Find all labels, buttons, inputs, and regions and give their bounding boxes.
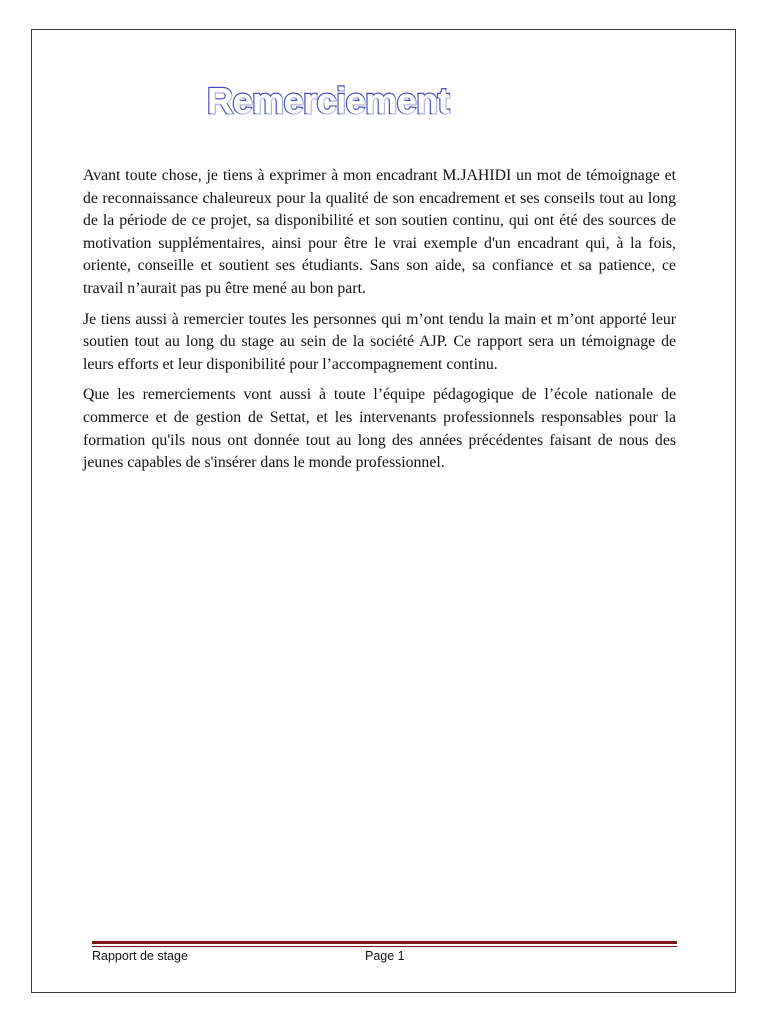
paragraph: Avant toute chose, je tiens à exprimer à mon encadrant M.JAHIDI un mot de témoignage et de reconnaissance chaleureux pour la qualité de son encadrement et ses conseils tout au long de la période de ce projet, sa disponibilité et son soutien continu, qui ont été des sources de motivation supplémentaires, ainsi pour être le vrai exemple d'un encadrant qui, à la fois, oriente, conseille et soutient ses étudiants. Sans son aide, sa confiance et sa patience, ce travail n’aurait pas pu être mené au bon part. [83, 167, 676, 297]
body-text [83, 165, 676, 483]
footer-page-number: Page 1 [365, 949, 405, 963]
footer-rule [92, 941, 677, 944]
paragraph: Je tiens aussi à remercier toutes les personnes qui m’ont tendu la main et m’ont apporté leur soutien tout au long du stage au sein de la société AJP. Ce rapport sera un témoignage de leurs efforts et leur disponibilité pour l’accompagnement continu. [83, 310, 676, 373]
document-page [31, 29, 736, 993]
page-title: Remerciement [207, 80, 450, 121]
footer-report-label: Rapport de stage [92, 949, 188, 963]
paragraph: Que les remerciements vont aussi à toute l’équipe pédagogique de l’école nationale de commerce et de gestion de Settat, et les intervenants professionnels responsables pour la formation qu'ils nous ont donnée tout au long des années précédentes faisant de nous des jeunes capables de s'insérer dans le monde professionnel. [83, 386, 676, 472]
footer-rule-thin [92, 946, 677, 947]
